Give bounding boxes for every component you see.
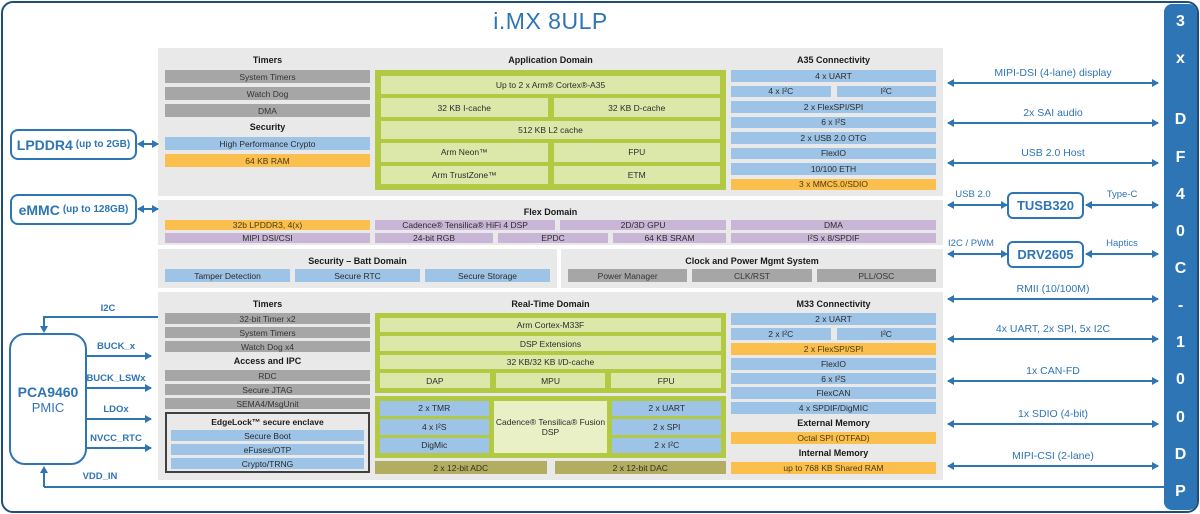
- cell-m33-uart: 2 x UART: [731, 313, 936, 325]
- cell-a35-i2s: 6 x I²S: [731, 117, 936, 129]
- cell-rdc: RDC: [165, 370, 370, 381]
- cell-dma: DMA: [165, 104, 370, 117]
- usb-host-arrow: [948, 162, 1158, 164]
- typec-label: Type-C: [1106, 189, 1138, 200]
- haptics-arrow: [1086, 253, 1158, 255]
- mipi-csi-label: MIPI-CSI (2-lane): [1012, 450, 1094, 462]
- canfd-label: 1x CAN-FD: [1026, 365, 1080, 377]
- cell-a35-uart: 4 x UART: [731, 70, 936, 82]
- lpddr4-capacity: (up to 2GB): [75, 139, 131, 150]
- application-domain-block: [375, 70, 726, 190]
- cell-2x-tmr: 2 x TMR: [380, 401, 489, 416]
- external-memory-header: External Memory: [797, 418, 870, 429]
- m33-connectivity-header: M33 Connectivity: [796, 299, 871, 309]
- df40c-connector-bar: 3 x D F 4 0 C - 1 0 0 D P: [1164, 4, 1197, 510]
- timers-header: Timers: [252, 55, 283, 65]
- i2c-line-vertical: [43, 316, 45, 327]
- vdd-in-line-vertical: [43, 472, 45, 487]
- internal-memory-header: Internal Memory: [798, 448, 869, 459]
- buck-x-label: BUCK_x: [96, 341, 135, 352]
- lpddr4-label: LPDDR4: [16, 136, 73, 153]
- cell-high-performance-crypto: High Performance Crypto: [165, 137, 370, 150]
- cell-rt-spi: 2 x SPI: [612, 419, 721, 434]
- clock-power-header: Clock and Power Mgmt System: [685, 255, 819, 266]
- cell-a35-mmc-sdio: 3 x MMC5.0/SDIO: [731, 179, 936, 191]
- cell-m33-i2c: I²C: [837, 328, 937, 340]
- page-title: i.MX 8ULP: [493, 8, 608, 34]
- cell-cortex-m33f: Arm Cortex-M33F: [380, 318, 721, 332]
- bottom-timers-column: [165, 298, 370, 474]
- cell-watch-dog: Watch Dog: [165, 87, 370, 100]
- sdio-arrow: [948, 423, 1158, 425]
- cell-gpu: 2D/3D GPU: [560, 220, 726, 230]
- cell-digmic: DigMic: [380, 438, 489, 453]
- cell-arm-neon: Arm Neon™: [381, 143, 548, 161]
- application-domain-header: Application Domain: [508, 55, 593, 65]
- pmic-part-number: PCA9460: [17, 383, 79, 400]
- nvcc-rtc-arrow: [87, 447, 151, 449]
- emmc-arrow: [138, 208, 158, 210]
- rmii-label: RMII (10/100M): [1016, 283, 1090, 295]
- cell-system-timers-rt: System Timers: [165, 327, 370, 338]
- cell-a35-4xi2c: 4 x I²C: [731, 86, 831, 98]
- cell-epdc: EPDC: [498, 233, 608, 243]
- cell-icache: 32 KB I-cache: [381, 98, 548, 116]
- a35-connectivity-column: [731, 54, 936, 190]
- sai-audio-label: 2x SAI audio: [1023, 107, 1083, 119]
- cell-a35-eth: 10/100 ETH: [731, 163, 936, 175]
- realtime-section-panel: [158, 292, 943, 480]
- cell-m33-flexspi: 2 x FlexSPI/SPI: [731, 343, 936, 355]
- bottom-timers-header: Timers: [252, 299, 283, 309]
- cell-tamper-detection: Tamper Detection: [165, 269, 290, 282]
- cell-lpddr3: 32b LPDDR3, 4(x): [165, 220, 370, 230]
- cell-a35-usb-otg: 2 x USB 2.0 OTG: [731, 132, 936, 144]
- cell-m33-flexio: FlexIO: [731, 358, 936, 370]
- cell-64kb-ram: 64 KB RAM: [165, 154, 370, 167]
- access-ipc-header: Access and IPC: [233, 356, 302, 366]
- realtime-domain-column: [375, 298, 726, 474]
- rmii-arrow: [948, 298, 1158, 300]
- emmc-box: [10, 194, 137, 225]
- cortex-m33-block: [375, 313, 726, 393]
- cell-m33-spdif: 4 x SPDIF/DigMIC: [731, 402, 936, 414]
- haptics-label: Haptics: [1106, 238, 1138, 249]
- cell-etm: ETM: [554, 166, 721, 184]
- ldox-label: LDOx: [103, 404, 129, 415]
- cell-mpu: MPU: [496, 373, 606, 387]
- security-header: Security: [249, 122, 286, 132]
- cell-rt-i2c: 2 x I²C: [612, 438, 721, 453]
- cell-secure-boot: Secure Boot: [171, 430, 364, 441]
- ldox-arrow: [87, 418, 151, 420]
- cell-4x-i2s: 4 x I²S: [380, 419, 489, 434]
- cell-pll-osc: PLL/OSC: [817, 269, 936, 282]
- cell-fpu: FPU: [554, 143, 721, 161]
- cell-24bit-rgb: 24-bit RGB: [375, 233, 493, 243]
- i2c-pwm-arrow: [948, 253, 1007, 255]
- flex-domain-header: Flex Domain: [523, 206, 578, 217]
- cell-i2s-spdif: I²S x 8/SPDIF: [731, 233, 936, 243]
- cell-efuses-otp: eFuses/OTP: [171, 444, 364, 455]
- buck-x-arrow: [87, 355, 151, 357]
- edgelock-enclave-block: [165, 412, 370, 473]
- realtime-domain-header: Real-Time Domain: [511, 299, 590, 309]
- cell-a35-i2c: I²C: [837, 86, 937, 98]
- edgelock-header: EdgeLock™ secure enclave: [211, 416, 324, 427]
- clock-power-panel: [561, 249, 943, 288]
- cell-watch-dog-x4: Watch Dog x4: [165, 341, 370, 352]
- cell-rt-uart: 2 x UART: [612, 401, 721, 416]
- i2c-pwm-label: I2C / PWM: [948, 238, 994, 249]
- cell-dac: 2 x 12-bit DAC: [555, 461, 727, 474]
- canfd-arrow: [948, 380, 1158, 382]
- usb20-arrow: [948, 204, 1007, 206]
- i2c-signal-label: I2C: [100, 303, 116, 314]
- cell-fusion-dsp: Cadence® Tensilica® Fusion DSP: [494, 401, 608, 453]
- cell-m33-2xi2c: 2 x I²C: [731, 328, 831, 340]
- application-section-panel: [158, 48, 943, 196]
- i2c-line-horizontal: [44, 316, 158, 318]
- cell-rt-fpu: FPU: [611, 373, 721, 387]
- cell-cortex-a35: Up to 2 x Arm® Cortex®-A35: [381, 76, 720, 94]
- cell-secure-storage: Secure Storage: [425, 269, 550, 282]
- cell-shared-ram: up to 768 KB Shared RAM: [731, 462, 936, 474]
- cell-dap: DAP: [380, 373, 490, 387]
- cell-secure-rtc: Secure RTC: [295, 269, 420, 282]
- vdd-in-line-horizontal: [44, 486, 1164, 488]
- vdd-in-label: VDD_IN: [82, 471, 118, 482]
- cell-id-cache: 32 KB/32 KB I/D-cache: [380, 355, 721, 369]
- mipi-dsi-arrow: [948, 82, 1158, 84]
- m33-connectivity-column: [731, 298, 936, 474]
- lpddr4-box: [10, 129, 137, 160]
- emmc-label: eMMC: [18, 201, 60, 218]
- cell-crypto-trng: Crypto/TRNG: [171, 458, 364, 469]
- cell-secure-jtag: Secure JTAG: [165, 384, 370, 395]
- cell-hifi4-dsp: Cadence® Tensilica® HiFi 4 DSP: [375, 220, 555, 230]
- fusion-dsp-block: [375, 396, 726, 458]
- security-batt-header: Security – Batt Domain: [308, 255, 407, 266]
- top-timers-column: [165, 54, 370, 190]
- uart-spi-i2c-label: 4x UART, 2x SPI, 5x I2C: [995, 323, 1111, 335]
- cell-64kb-sram: 64 KB SRAM: [613, 233, 726, 243]
- cell-adc: 2 x 12-bit ADC: [375, 461, 547, 474]
- cell-system-timers: System Timers: [165, 70, 370, 83]
- lpddr4-arrow: [138, 143, 158, 145]
- cell-m33-flexcan: FlexCAN: [731, 387, 936, 399]
- security-batt-panel: [158, 249, 557, 288]
- cell-power-manager: Power Manager: [568, 269, 687, 282]
- emmc-capacity: (up to 128GB): [62, 204, 129, 215]
- cell-m33-i2s: 6 x I²S: [731, 373, 936, 385]
- cell-32bit-timer: 32-bit Timer x2: [165, 313, 370, 324]
- mipi-csi-arrow: [948, 465, 1158, 467]
- usb20-label: USB 2.0: [955, 189, 991, 200]
- flex-domain-panel: [158, 200, 943, 245]
- cell-flex-dma: DMA: [731, 220, 936, 230]
- pmic-box: [9, 333, 87, 465]
- tusb320-box: TUSB320: [1007, 192, 1084, 219]
- buck-lswx-label: BUCK_LSWx: [86, 373, 146, 384]
- cell-trustzone: Arm TrustZone™: [381, 166, 548, 184]
- mipi-dsi-label: MIPI-DSI (4-lane) display: [994, 67, 1112, 79]
- usb-host-label: USB 2.0 Host: [1021, 147, 1085, 159]
- cell-a35-flexspi: 2 x FlexSPI/SPI: [731, 101, 936, 113]
- application-domain-column: [375, 54, 726, 190]
- cell-dsp-extensions: DSP Extensions: [380, 336, 721, 350]
- sdio-label: 1x SDIO (4-bit): [1017, 408, 1088, 420]
- uart-spi-i2c-arrow: [948, 338, 1158, 340]
- drv2605-box: DRV2605: [1007, 241, 1084, 268]
- cell-mipi-dsi-csi: MIPI DSI/CSI: [165, 233, 370, 243]
- nvcc-rtc-label: NVCC_RTC: [90, 433, 142, 444]
- typec-arrow: [1086, 204, 1158, 206]
- cell-clk-rst: CLK/RST: [692, 269, 811, 282]
- a35-connectivity-header: A35 Connectivity: [796, 55, 871, 65]
- buck-lswx-arrow: [87, 387, 151, 389]
- cell-octal-spi: Octal SPI (OTFAD): [731, 432, 936, 444]
- cell-l2-cache: 512 KB L2 cache: [381, 121, 720, 139]
- pmic-label: PMIC: [31, 399, 65, 415]
- sai-audio-arrow: [948, 122, 1158, 124]
- cell-a35-flexio: FlexIO: [731, 148, 936, 160]
- cell-sema4: SEMA4/MsgUnit: [165, 398, 370, 409]
- cell-dcache: 32 KB D-cache: [554, 98, 721, 116]
